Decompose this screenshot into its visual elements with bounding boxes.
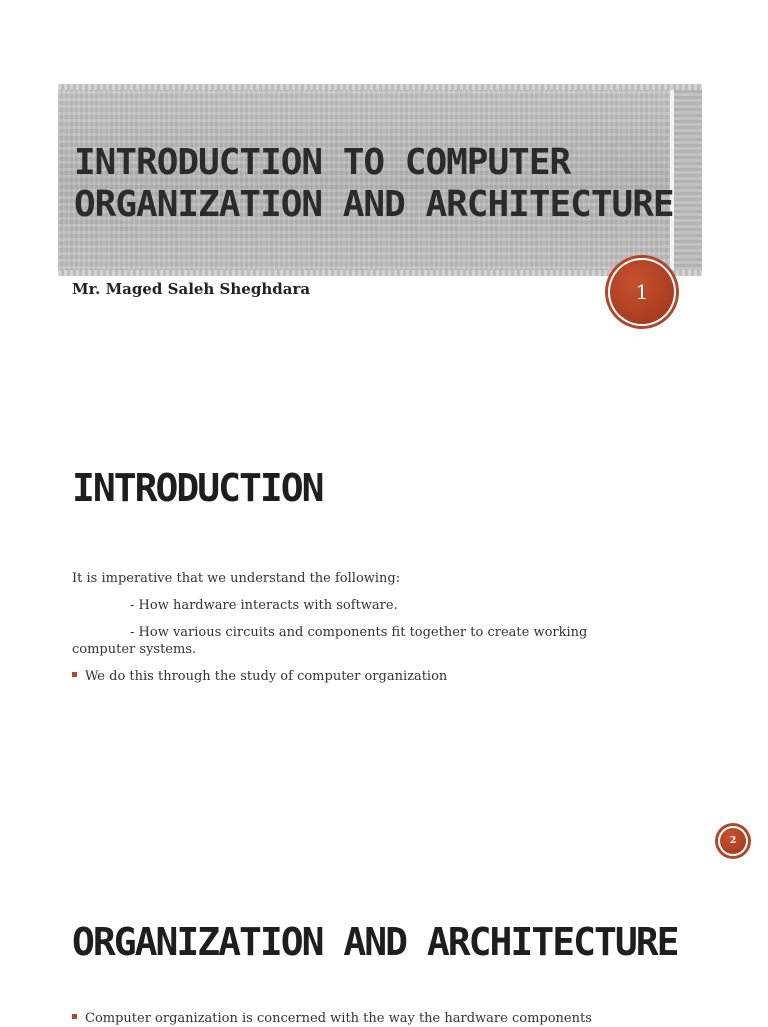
list-item: - How hardware interacts with software. (130, 598, 398, 613)
slide-number-badge: 1 (608, 258, 676, 326)
bullet-icon (72, 672, 77, 677)
author-name: Mr. Maged Saleh Sheghdara (72, 280, 311, 298)
section-heading-organization: ORGANIZATION AND ARCHITECTURE (72, 920, 678, 964)
lead-text: It is imperative that we understand the following: (72, 571, 401, 586)
bullet-text: We do this through the study of computer organization (85, 669, 448, 684)
bullet-item (72, 668, 447, 685)
bullet-item-organization (72, 1010, 592, 1027)
slide-title: INTRODUCTION TO COMPUTER ORGANIZATION AND ARCHITECTURE (74, 142, 674, 225)
bullet-text: Computer organization is concerned with the way the hardware components (85, 1011, 592, 1026)
list-item: - How various circuits and components fit together to create working computer systems. (72, 625, 588, 657)
bullet-icon (72, 1014, 77, 1019)
banner-top-stripe (58, 84, 702, 90)
banner-bottom-stripe (58, 270, 702, 276)
section-heading-introduction: INTRODUCTION (72, 466, 323, 510)
slide-number-badge-2: 2 (718, 826, 748, 856)
title-banner (58, 84, 702, 276)
